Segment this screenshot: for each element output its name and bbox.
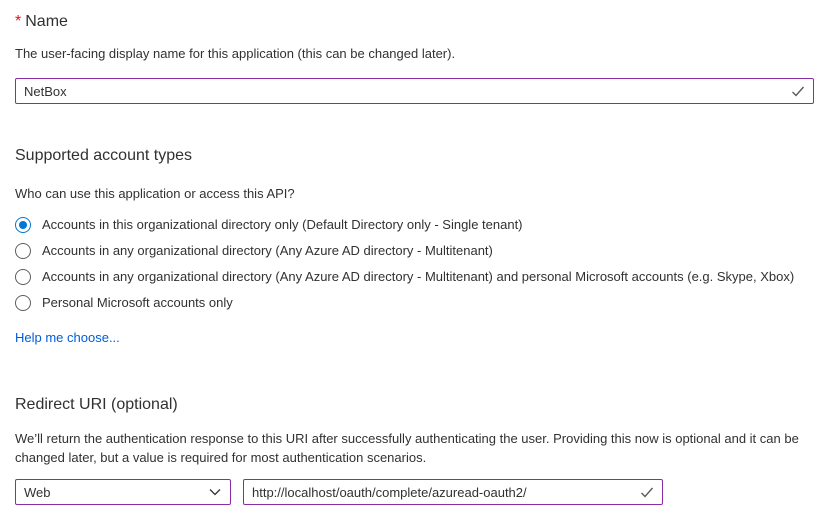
radio-option-personal-only[interactable] [15,290,814,316]
help-me-choose-link[interactable]: Help me choose... [15,330,120,345]
account-types-title: Supported account types [15,147,193,164]
account-types-radio-group [15,212,814,316]
required-asterisk: * [15,13,22,30]
redirect-uri-section [15,395,814,505]
uri-input-wrap [243,479,663,505]
radio-option-label: Accounts in any organizational directory (Any Azure AD directory - Multitenant) and personal Microsoft accounts (e.g. Skype, Xbox) [42,269,795,284]
radio-option-multitenant-personal[interactable] [15,264,814,290]
chevron-down-icon [209,488,221,496]
name-title-text: Name [25,13,68,30]
redirect-uri-input[interactable] [243,479,663,505]
account-types-question: Who can use this application or access this API? [15,186,295,201]
name-section-title [15,12,814,32]
redirect-uri-row [15,479,814,505]
platform-select-value: Web [24,484,51,500]
radio-multitenant-personal[interactable] [15,269,31,285]
radio-personal-only[interactable] [15,295,31,311]
name-description: The user-facing display name for this application (this can be changed later). [15,46,456,61]
radio-multitenant[interactable] [15,243,31,259]
name-input[interactable] [15,78,814,104]
name-input-wrap [15,78,814,104]
redirect-uri-title: Redirect URI (optional) [15,396,178,413]
radio-option-label: Personal Microsoft accounts only [42,295,233,310]
radio-option-multitenant[interactable] [15,238,814,264]
account-types-section [15,146,814,347]
redirect-uri-description: We’ll return the authentication response to this URI after successfully authenticating the user. Providing this now is optional and it can be changed later, but a value is required for most authentication scenarios. [15,431,799,465]
radio-option-label: Accounts in any organizational directory (Any Azure AD directory - Multitenant) [42,243,493,258]
platform-select[interactable] [15,479,231,505]
radio-option-label: Accounts in this organizational directory only (Default Directory only - Single tenant) [42,217,523,232]
radio-single-tenant[interactable] [15,217,31,233]
radio-option-single-tenant[interactable] [15,212,814,238]
